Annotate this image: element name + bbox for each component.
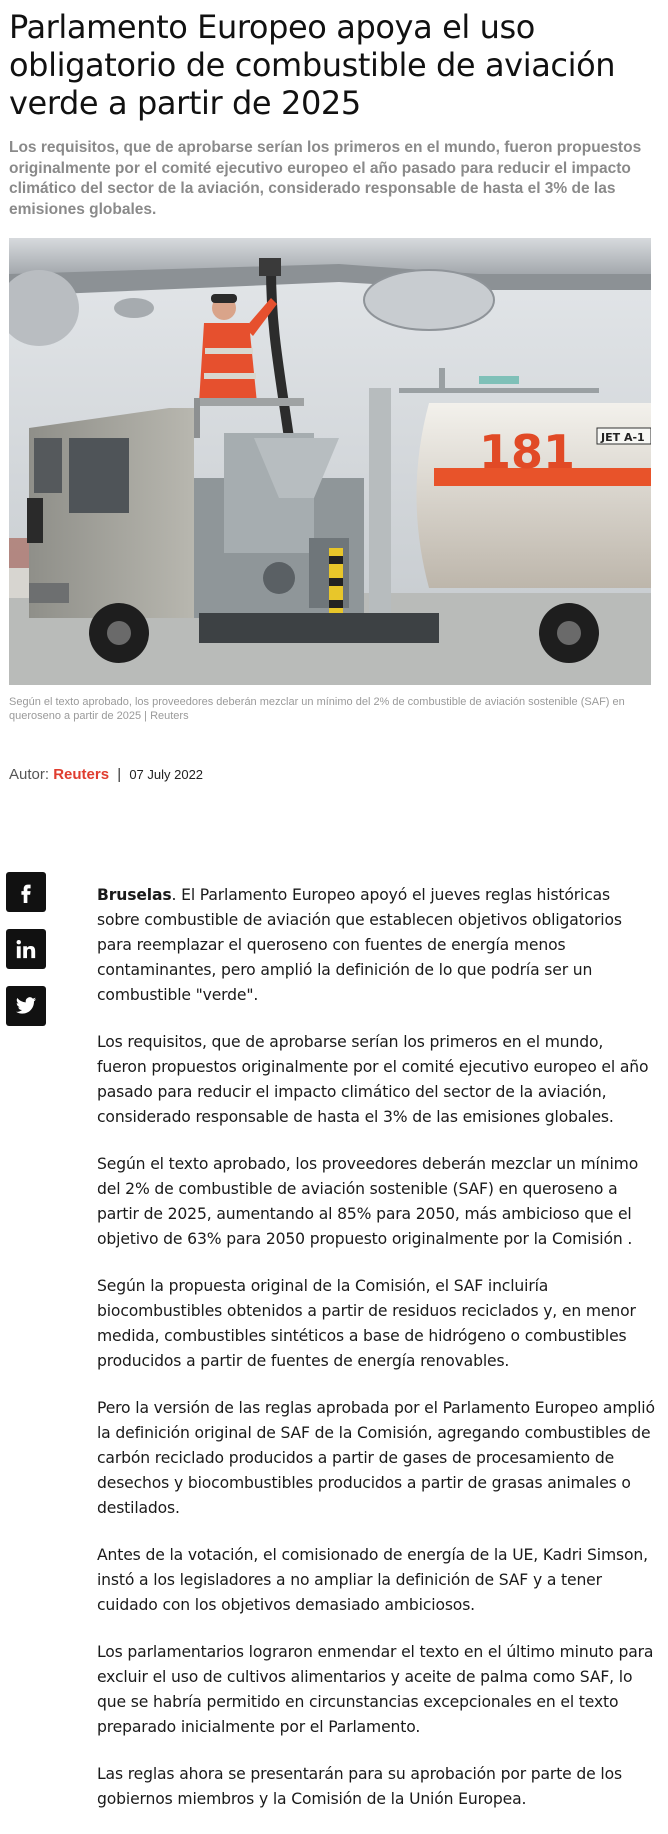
body-paragraph: Según el texto aprobado, los proveedores deberán mezclar un mínimo del 2% de combustible de aviación sostenible (SAF) en queroseno a partir de 2025, aumentando al 85% para 2050, más ambicioso que el objetivo de 63% para 2050 propuesto originalmente por la Comisión . bbox=[97, 1155, 639, 1248]
article-body bbox=[97, 883, 657, 1834]
body-paragraph: Las reglas ahora se presentarán para su aprobación por parte de los gobiernos miembros y la Comisión de la Unión Europea. bbox=[97, 1765, 622, 1808]
linkedin-icon bbox=[15, 938, 37, 960]
twitter-icon bbox=[14, 995, 38, 1017]
body-paragraph: Los parlamentarios lograron enmendar el texto en el último minuto para excluir el uso de cultivos alimentarios y aceite de palma como SAF, lo que se habría permitido en circunstancias excepcionales en el texto preparado inicialmente por el Parlamento. bbox=[97, 1643, 654, 1736]
publish-date: 07 July 2022 bbox=[129, 767, 204, 782]
author-link[interactable]: Reuters bbox=[53, 766, 110, 783]
headline: Parlamento Europeo apoya el uso obligatorio de combustible de aviación verde a partir de 2025 bbox=[9, 8, 616, 122]
body-paragraph: Antes de la votación, el comisionado de energía de la UE, Kadri Simson, instó a los legisladores a no ampliar la definición de SAF y a tener cuidado con los objetivos demasiado ambiciosos. bbox=[97, 1546, 648, 1614]
tank-label: JET A-1 bbox=[601, 431, 645, 444]
body-paragraph: Pero la versión de las reglas aprobada por el Parlamento Europeo amplió la definición original de SAF de la Comisión, agregando combustibles de carbón reciclado producidos a partir de gases de procesamiento de desechos y biocombustibles producidos a partir de grasas animales o destilados. bbox=[97, 1399, 655, 1517]
lead-location: Bruselas bbox=[97, 886, 172, 904]
share-bar bbox=[6, 872, 46, 1043]
body-paragraph: Los requisitos, que de aprobarse serían los primeros en el mundo, fueron propuestos originalmente por el comité ejecutivo europeo el año pasado para reducir el impacto climático del sector de la aviación, considerado responsable de hasta el 3% de las emisiones globales. bbox=[97, 1033, 649, 1126]
tank-number: 181 bbox=[479, 425, 576, 479]
share-linkedin-button[interactable] bbox=[6, 929, 46, 969]
body-paragraph: Según la propuesta original de la Comisión, el SAF incluiría biocombustibles obtenidos a partir de residuos reciclados y, en menor medida, combustibles sintéticos a base de hidrógeno o combustibles producidos a partir de fuentes de energía renovables. bbox=[97, 1277, 636, 1370]
share-facebook-button[interactable] bbox=[6, 872, 46, 912]
article-page bbox=[9, 0, 649, 785]
article-meta bbox=[9, 765, 649, 785]
subtitle: Los requisitos, que de aprobarse serían los primeros en el mundo, fueron propuestos originalmente por el comité ejecutivo europeo el año pasado para reducir el impacto climático del sector de la aviación, considerado responsable de hasta el 3% de las emisiones globales. bbox=[9, 139, 642, 218]
lead-text: . El Parlamento Europeo apoyó el jueves reglas históricas sobre combustible de aviación que establecen objetivos obligatorios para reemplazar el queroseno con fuentes de energía menos contaminantes, pero amplió la definición de lo que podría ser un combustible "verde". bbox=[97, 886, 622, 1004]
lead-paragraph bbox=[97, 883, 657, 1008]
share-twitter-button[interactable] bbox=[6, 986, 46, 1026]
image-caption: Según el texto aprobado, los proveedores deberán mezclar un mínimo del 2% de combustible de aviación sostenible (SAF) en queroseno a partir de 2025 | Reuters bbox=[9, 696, 625, 722]
meta-separator: | bbox=[117, 766, 122, 783]
hero-image bbox=[9, 238, 651, 685]
author-label: Autor: bbox=[9, 766, 50, 783]
facebook-icon bbox=[15, 881, 37, 903]
